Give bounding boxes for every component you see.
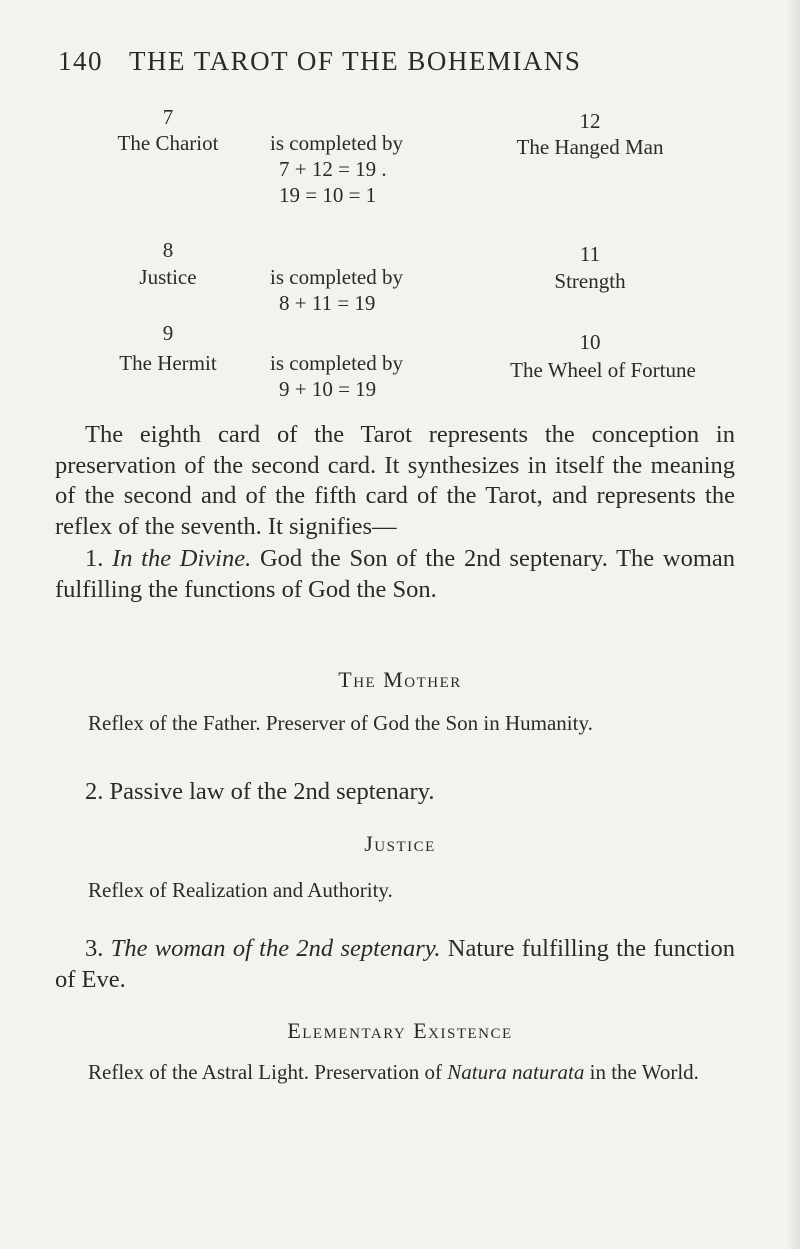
table-right-number: 12 [579, 109, 601, 133]
section-heading: Justice [364, 831, 436, 856]
table-left-name: The Chariot [117, 131, 219, 155]
table-left-number: 9 [162, 321, 174, 345]
table-left-name: Justice [139, 265, 197, 289]
table-left-number: 8 [162, 238, 174, 262]
table-calc [270, 350, 403, 402]
table-right-number: 11 [579, 242, 601, 266]
note-3-italic: Natura naturata [447, 1060, 585, 1084]
table-calc [270, 130, 403, 208]
note-text [88, 1058, 738, 1086]
intro-text: The eighth card of the Tarot represents the conception in preservation of the second card. It synthesizes in itself the meaning of the second and of the fifth card of the Tarot, and represents the reflex of the seventh. It signifies— [55, 421, 735, 540]
calc-line: 7 + 12 = 19 . [279, 157, 387, 181]
table-right-number: 10 [579, 330, 601, 354]
calc-line: is completed by [270, 131, 403, 155]
table-right-name: The Hanged Man [516, 135, 664, 159]
calc-line: 9 + 10 = 19 [279, 377, 377, 401]
page-edge-shadow [786, 0, 800, 1249]
item-3-text: Nature fulfilling the function of Eve. [55, 935, 736, 993]
item-3-number: 3. [85, 935, 104, 962]
item-1-number: 1. [85, 545, 104, 572]
note-3-start: Reflex of the Astral Light. Preservation of [88, 1060, 442, 1084]
item-3 [55, 934, 735, 995]
table-right-name: The Wheel of Fortune [510, 358, 696, 382]
calc-line: 8 + 11 = 19 [279, 291, 376, 315]
note-text: Reflex of Realization and Authority. [88, 878, 393, 902]
table-left-name: The Hermit [119, 351, 217, 375]
section-heading: Elementary Existence [287, 1018, 513, 1043]
table-left-number: 7 [162, 105, 174, 129]
body-paragraph [55, 420, 735, 605]
table-right-name: Strength [554, 269, 626, 293]
page-number: 140 [58, 46, 103, 76]
item-1-text: God the Son of the 2nd septenary. The woman fulfilling the functions of God the Son. [55, 545, 735, 603]
item-1-italic: In the Divine. [112, 545, 252, 572]
note-3-end: in the World. [589, 1060, 699, 1084]
note-text: Reflex of the Father. Preserver of God the Son in Humanity. [88, 711, 593, 735]
item-3-italic: The woman of the 2nd septenary. [110, 935, 441, 962]
section-heading: The Mother [338, 667, 462, 692]
item-1 [55, 544, 735, 605]
item-2: 2. Passive law of the 2nd septenary. [85, 778, 435, 805]
calc-line: is completed by [270, 265, 403, 289]
running-header [58, 46, 581, 77]
running-title: THE TAROT OF THE BOHEMIANS [129, 46, 582, 76]
item-3-paragraph [55, 934, 735, 995]
calc-line: is completed by [270, 351, 403, 375]
table-calc [270, 264, 403, 316]
calc-line: 19 = 10 = 1 [279, 183, 377, 207]
